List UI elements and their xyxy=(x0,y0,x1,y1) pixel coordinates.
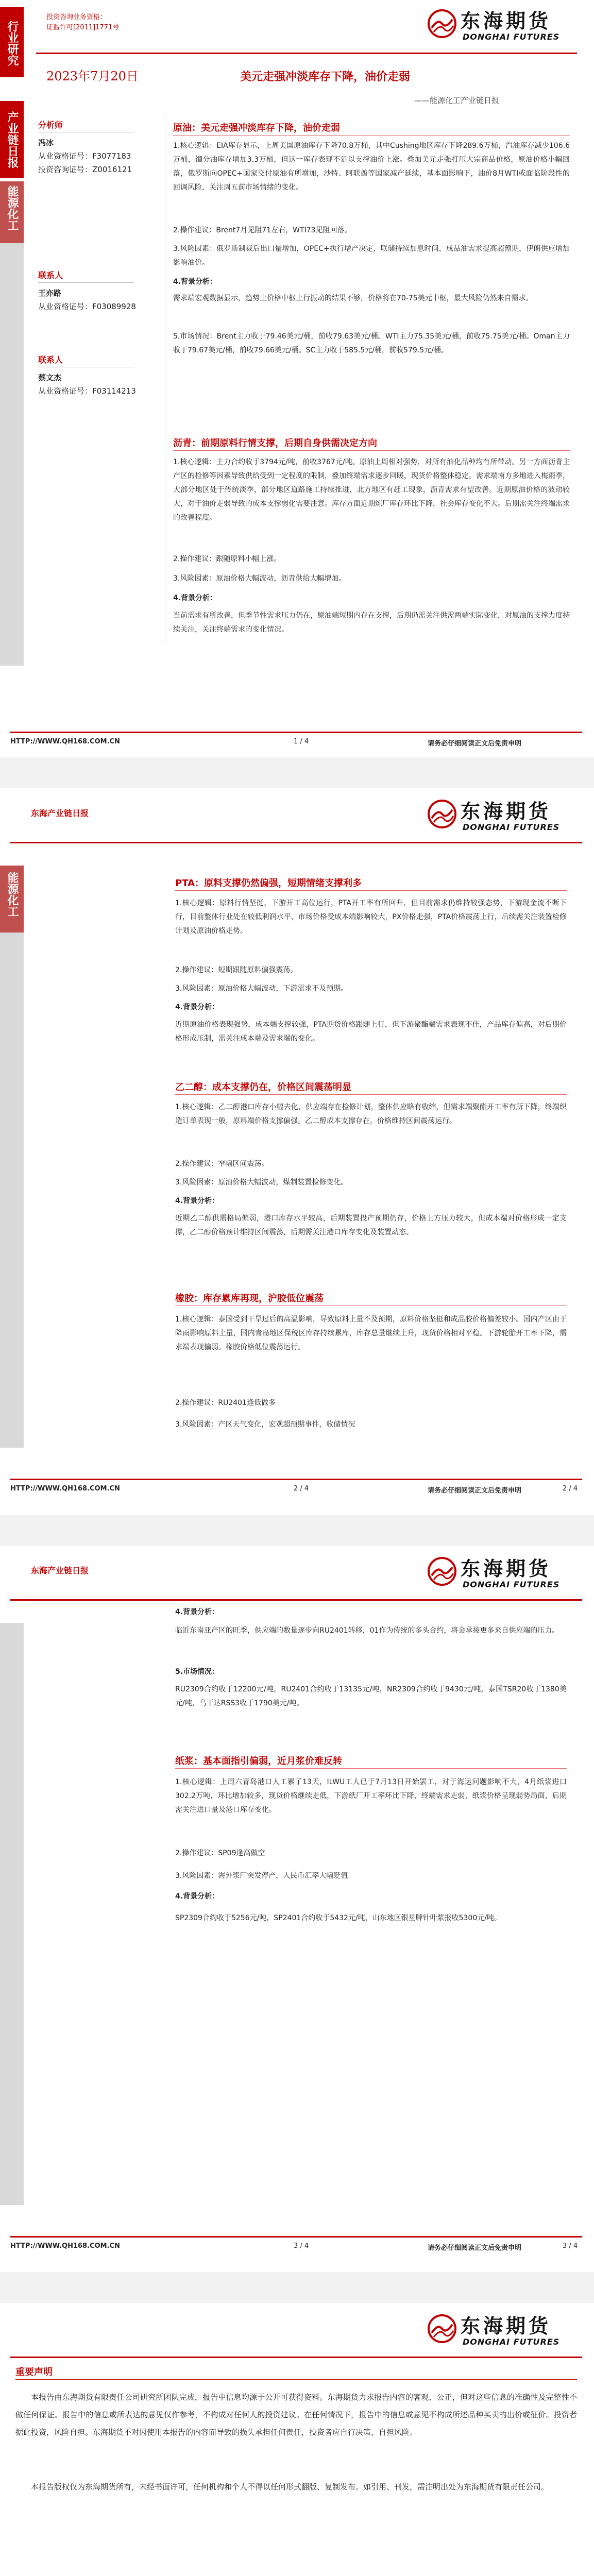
page1-footer-rule xyxy=(10,732,582,733)
page3-side-gray xyxy=(0,1623,24,2205)
rubber-risk: 3.风险因素：产区天气变化，宏观超预期事件，收储情况 xyxy=(175,1420,355,1429)
rubber-background-head: 4.背景分析： xyxy=(175,1608,219,1616)
license-number: 证监许可[2011]1771号 xyxy=(46,24,120,31)
page1-footer-page: 1 / 4 xyxy=(294,738,309,745)
page3-footer-rule xyxy=(10,2236,582,2238)
rubber-core-logic: 1.核心逻辑：泰国受到干旱过后的高温影响，导致原料上量不及预期，原料价格坚挺和成品胶价格偏差较小。国内产区由于降雨影响原料上量，国内青岛地区保税区库存持续累库，库存总量继续上升，现货价格相对平稳。下游轮胎开工率下降，需求端表现偏弱。橡胶价格低位震荡运行。 xyxy=(175,1315,567,1351)
rubber-background: 临近东南亚产区的旺季，供应端的数量逐步向RU2401转移，01作为传统的多头合约，将会承接更多来自供应端的压力。 xyxy=(175,1626,559,1635)
side-gray-block xyxy=(0,243,24,666)
pta-risk: 3.风险因素：原油价格大幅波动，下游需求不及预期。 xyxy=(175,985,348,993)
pta-section-title: PTA：原料支撑仍然偏强，短期情绪支撑利多 xyxy=(175,878,362,889)
donghai-logo xyxy=(427,3,581,47)
crude-background: 需求端宏观数据显示，趋势上价格中枢上行振动的结果不够，价格将在70-75美元中枢，最大风险仍然来自需求。 xyxy=(173,294,533,302)
page2-top-gap xyxy=(0,757,594,788)
paper-background-head: 4.背景分析： xyxy=(175,1892,219,1901)
page2-footer-rule xyxy=(10,1479,582,1480)
page3-footer-page-right: 3 / 4 xyxy=(563,2242,578,2250)
page4-logo-cn: 东海期货 xyxy=(461,2314,552,2337)
page3-logo-icon xyxy=(427,1556,457,1587)
contact1-title: 联系人 xyxy=(38,270,63,280)
eg-risk: 3.风险因素：原油价格大幅波动，煤制装置检修变化。 xyxy=(175,1178,348,1187)
analyst-consult-id: 投资咨询证号：Z0016121 xyxy=(38,165,132,174)
crude-risk: 3.风险因素：俄罗斯制裁后出口量增加，OPEC+执行增产决定，联储持续加息时间，成品油需求提高超预期，伊朗供应增加影响油价。 xyxy=(173,245,570,267)
page4-header-rule xyxy=(10,2357,582,2358)
page1-footer-disclaimer: 请务必仔细阅读正文后免责申明 xyxy=(428,740,522,748)
disclaimer-title-rule xyxy=(15,2379,577,2380)
pta-advice: 2.操作建议：短期跟随原料偏强震荡。 xyxy=(175,966,298,974)
asphalt-risk: 3.风险因素：原油价格大幅波动，沥青供给大幅增加。 xyxy=(173,574,346,583)
asphalt-background: 当前需求有所改善，但季节性需求压力仍在，原油端短期内存在支撑，后期仍需关注供需两端实际变化，对原油的支撑力度持续关注，关注终端需求的变化情况。 xyxy=(173,612,570,634)
logo-en-text: DONGHAI FUTURES xyxy=(463,32,560,42)
page2-logo xyxy=(427,793,581,838)
crude-section-title: 原油：美元走强冲淡库存下降，油价走弱 xyxy=(173,123,340,133)
page4-logo-en: DONGHAI FUTURES xyxy=(463,2337,560,2347)
header-rule xyxy=(36,53,577,54)
eg-background: 近期乙二醇供需格局偏弱，港口库存水平较高，后期装置投产预期仍存，价格上方压力较大，但成本端对价格形成一定支撑，乙二醇价格预计维持区间震荡，后期需关注港口库存变化及装置动态。 xyxy=(175,1214,567,1236)
report-date: 2023年7月20日 xyxy=(46,69,139,83)
page1-footer-url[interactable]: HTTP://WWW.QH168.COM.CN xyxy=(10,738,120,745)
page4-logo-icon xyxy=(427,2313,457,2344)
paper-advice: 2.操作建议：SP09逢高做空 xyxy=(175,1849,265,1857)
contact2-title: 联系人 xyxy=(38,355,63,365)
rubber-market-head: 5.市场情况： xyxy=(175,1668,219,1676)
asphalt-background-head: 4.背景分析： xyxy=(173,594,217,602)
analyst-title: 分析师 xyxy=(38,120,63,130)
contact1-id: 从业资格证号：F03089928 xyxy=(38,302,136,311)
paper-section-title: 纸浆：基本面指引偏弱，近月浆价难反转 xyxy=(175,1756,342,1767)
eg-background-head: 4.背景分析： xyxy=(175,1197,219,1205)
page3-footer-page: 3 / 4 xyxy=(294,2242,309,2250)
contact1-rule xyxy=(38,282,134,283)
eg-section-title: 乙二醇：成本支撑仍在，价格区间震荡明显 xyxy=(175,1082,351,1093)
side-tab-energy-label: 能源化工 xyxy=(6,185,19,231)
page3-footer-disclaimer: 请务必仔细阅读正文后免责申明 xyxy=(428,2244,522,2252)
page2-side-gray xyxy=(0,933,24,1448)
page3-header-rule xyxy=(10,1599,582,1601)
logo-cn-text: 东海期货 xyxy=(461,9,552,32)
crude-core-logic: 1.核心逻辑：EIA库存显示，上周美国原油库存下降70.8万桶，其中Cushing地区库存下降289.6万桶，汽油库存减少106.6万桶，馏分油库存增加3.3万桶，但这一库存表现不足以支撑油价上涨。叠加美元走强打压大宗商品价格，原油价格小幅回落，俄罗斯向OPEC+国家交付原油有所增加，沙特、阿联酋等国家减产延续，基本面影响下，油价8月WTI或面临阶段性的回调风险，关注周五前市场情绪的变化。 xyxy=(173,142,570,192)
paper-title-rule xyxy=(175,1768,567,1769)
rubber-advice: 2.操作建议：RU2401逢低做多 xyxy=(175,1399,276,1407)
eg-advice: 2.操作建议：窄幅区间震荡。 xyxy=(175,1160,269,1168)
side-tab-industry: 行业研究 xyxy=(0,7,24,77)
paper-background: SP2309合约收于5256元/吨，SP2401合约收于5432元/吨，山东地区银星牌针叶浆报收5300元/吨。 xyxy=(175,1914,501,1922)
crude-market: 5.市场情况：Brent主力收于79.46美元/桶，前收79.63美元/桶。WTI主力75.35美元/桶，前收75.75美元/桶。Oman主力收于79.67美元/桶，前收79.66美元/桶。SC主力收于585.5元/桶，前收579.5元/桶。 xyxy=(173,332,570,354)
pta-title-rule xyxy=(175,890,567,891)
donghai-logo-icon xyxy=(427,8,457,39)
paper-core-logic: 1.核心逻辑：上周六青岛港口人工累了13天，ILWU工人已于7月13日开始罢工，对于海运问题影响不大，4月纸浆进口302.2万吨，环比增加较多，现货价格继续走低，下游纸厂开工率环比下降，终端需求走弱，纸浆价格呈现弱势局面，后期需关注进口量及港口库存变化。 xyxy=(175,1778,567,1814)
page2-header-title: 东海产业链日报 xyxy=(31,808,89,818)
report-subline: ——能源化工产业链日报 xyxy=(414,96,500,105)
pta-background-head: 4.背景分析： xyxy=(175,1003,219,1011)
page-2 xyxy=(0,757,594,1515)
analyst-id: 从业资格证号：F3077183 xyxy=(38,151,131,161)
page3-logo-cn: 东海期货 xyxy=(461,1557,552,1580)
rubber-market: RU2309合约收于12200元/吨，RU2401合约收于13135元/吨，NR2309合约收于9430元/吨，泰国TSR20收于1380美元/吨，乌干达RSS3收于1790美元/吨。 xyxy=(175,1685,567,1707)
asphalt-advice: 2.操作建议：跟随原料小幅上涨。 xyxy=(173,555,281,563)
contact1-name: 王亦路 xyxy=(38,289,62,298)
page3-logo xyxy=(427,1551,581,1595)
page4-logo xyxy=(427,2308,581,2352)
eg-title-rule xyxy=(175,1094,567,1095)
asphalt-section-title: 沥青：前期原料行情支撑，后期自身供需决定方向 xyxy=(173,438,377,449)
contact2-id: 从业资格证号：F03114213 xyxy=(38,386,136,396)
page2-side-tab-label: 能源化工 xyxy=(6,872,19,917)
disclaimer-paragraph-2: 本报告版权仅为东海期货所有，未经书面许可，任何机构和个人不得以任何形式翻版、复制发布。如引用、刊发，需注明出处为东海期货有限责任公司。 xyxy=(31,2482,549,2492)
crude-background-head: 4.背景分析： xyxy=(173,278,217,286)
page3-header-title: 东海产业链日报 xyxy=(31,1566,89,1575)
page-4 xyxy=(0,2272,594,2576)
page2-header-rule xyxy=(10,842,582,843)
pta-core-logic: 1.核心逻辑：原料行情坚挺，下游开工高位运行，PTA开工率有所回升，但目前需求仍维持较强态势，下游现金流不断下行，目前整体行业处在较低利润水平，市场价格受成本端影响较大，PX价格走强，PTA价格震荡上行，后续需关注装置检修计划及原油价格走势。 xyxy=(175,899,567,935)
crude-advice: 2.操作建议：Brent7月见阻71左右，WTI73见阻回落。 xyxy=(173,226,352,234)
report-headline: 美元走强冲淡库存下降，油价走弱 xyxy=(240,71,411,83)
page2-footer-page: 2 / 4 xyxy=(294,1485,309,1493)
pta-background: 近期原油价格表现强势，成本端支撑较强，PTA期货价格跟随上行，但下游聚酯端需求表现不佳，产品库存偏高，对后期价格形成压制，需关注成本端及需求端的变化。 xyxy=(175,1021,567,1043)
page3-footer-url[interactable]: HTTP://WWW.QH168.COM.CN xyxy=(10,2242,120,2250)
rubber-section-title: 橡胶：库存累库再现，沪胶低位震荡 xyxy=(175,1293,324,1304)
disclaimer-paragraph-1: 本报告由东海期货有限责任公司研究所团队完成，报告中信息均源于公开可获得资料。东海期货力求报告内容的客观、公正，但对这些信息的准确性及完整性不做任何保证。报告中的信息或所表达的意见仅作参考，不构成对任何人的投资建议。在任何情况下，报告中的信息或意见不构成所述品种买卖的出价或征价。投资者据此投资，风险自担。东海期货不对因使用本报告的内容而导致的损失承担任何责任，投资者应自行决策，自担风险。 xyxy=(15,2393,577,2437)
page2-footer-disclaimer: 请务必仔细阅读正文后免责申明 xyxy=(428,1487,522,1495)
side-tab-daily: 产业链日报 xyxy=(0,101,24,178)
page-3 xyxy=(0,1515,594,2272)
analyst-name: 冯冰 xyxy=(38,138,54,147)
paper-risk: 3.风险因素：海外浆厂突发停产，人民币汇率大幅贬值 xyxy=(175,1872,348,1880)
page3-logo-en: DONGHAI FUTURES xyxy=(463,1580,560,1589)
page2-footer-url[interactable]: HTTP://WWW.QH168.COM.CN xyxy=(10,1485,120,1493)
eg-core-logic: 1.核心逻辑：乙二醇港口库存小幅去化，供应端存在检修计划，整体供应略有收缩，但需求端聚酯开工率有所下降，终端织造订单表现一般，原料端价格支撑偏强。乙二醇成本支撑存在，价格维持区间震荡运行。 xyxy=(175,1103,567,1125)
page2-logo-icon xyxy=(427,799,457,829)
contact2-name: 蔡文杰 xyxy=(38,373,62,382)
asphalt-title-rule xyxy=(173,450,570,451)
asphalt-core-logic: 1.核心逻辑：主力合约收于3794元/吨，前收3767元/吨。原油上周相对强势，对所有油化品种均有所带动。另一方面沥青主产区的检修等因素导致供给受到一定程度的限制，叠加终端需求逐步回暖，现货价格整体稳定。需求端南方多地进入梅雨季，大部分地区处于传统淡季，部分地区道路施工持续推进，北方地区有赶工现象，沥青需求有望改善。近期原油价格的波动较大，对于油价走弱导致的成本支撑弱化需要注意。库存方面近期炼厂库存环比下降，社会库存变化不大。后期需关注终端需求的改善程度。 xyxy=(173,458,570,522)
page4-top-gap xyxy=(0,2272,594,2303)
license-label: 投资咨询业务资格： xyxy=(46,13,107,21)
disclaimer-title: 重要声明 xyxy=(15,2367,53,2378)
page2-logo-cn: 东海期货 xyxy=(461,800,552,823)
page2-logo-en: DONGHAI FUTURES xyxy=(463,822,560,832)
page-1 xyxy=(0,0,594,757)
page2-footer-page-right: 2 / 4 xyxy=(563,1485,578,1493)
page3-top-gap xyxy=(0,1515,594,1546)
